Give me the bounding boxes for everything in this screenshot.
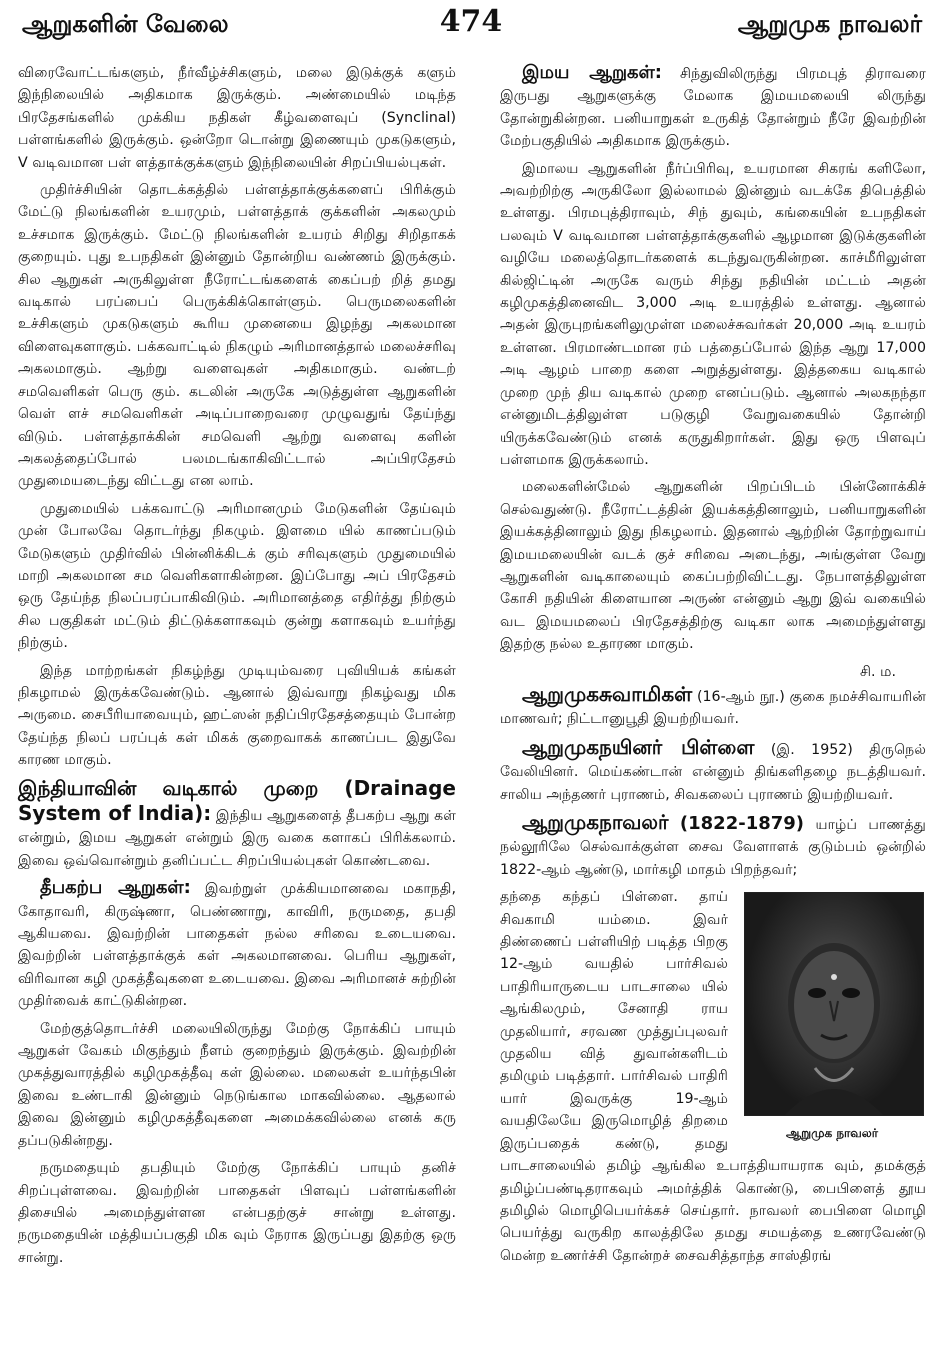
paragraph: முதுமையில் பக்கவாட்டு அரிமானமும் மேடுகளின் தேய்வும் முன் போலவே தொடர்ந்து நிகழும். இளமை யில் காணப்படும் மேடுகளும் முதிர்வில் பின்னிக்கிடக் கும் சரிவுகளும் முதுமையில் மாறி அகலமான சம வெளிகளாகின்றன. இப்போது அப் பிரதேசம் ஒரு தேய்ந்த நிலப்பரப்பாகிவிடும். அரிமானத்தை எதிர்த்து நிற்கும் சில பகுதிகள் மட்டும் திட்டுக்களாகவும் குன்று களாகவும் உயர்ந்து நிற்கும். <box>18 500 456 652</box>
subsection-heading: இமய ஆறுகள்: <box>522 62 662 83</box>
section-himalaya <box>500 62 926 153</box>
paragraph: மேற்குத்தொடர்ச்சி மலையிலிருந்து மேற்கு நோக்கிப் பாயும் ஆறுகள் வேகம் மிகுந்தும் நீளம் குறைந்தும் இருக்கும். இவற்றின் முகத்துவாரத்தில் கழிமுகத்தீவு கள் இல்லை. மலைகள் உயர்ந்தபின் இவை உண்டாகி இன்னும் நெடுங்கால மாகவில்லை. ஆதலால் இவை இன்னும் கழிமுகத்தீவுகளை அமைக்கவில்லை எனக் கரு தப்படுகின்றது. <box>18 1020 456 1149</box>
right-column <box>500 62 926 1272</box>
entry-arumuganavalar <box>500 811 926 881</box>
section-heading: இந்தியாவின் வடிகால் முறை (Drainage System of India): <box>18 775 456 825</box>
running-head-left: ஆறுகளின் வேலை <box>22 10 229 38</box>
section-peninsular <box>18 877 456 1012</box>
entry-text: (16-ஆம் நூ.) குகை நமச்சிவாயரின் மாணவர்; நிட்டானுபூதி இயற்றியவர். <box>500 688 926 728</box>
entry-dates: (1822-1879) <box>679 813 805 834</box>
subsection-heading: தீபகற்ப ஆறுகள்: <box>40 877 191 899</box>
entry-intro: யாழ்ப் பாணத்து நல்லூரிலே செல்வாக்குள்ள சைவ வேளாளக் குடும்பம் ஒன்றில் 1822-ஆம் ஆண்டு, மார்கழி மாதம் பிறந்தவர்; <box>500 817 926 878</box>
entry-arumuganayinar-pillai <box>500 736 926 806</box>
running-head-right: ஆறுமுக நாவலர் <box>737 10 922 38</box>
paragraph: முதிர்ச்சியின் தொடக்கத்தில் பள்ளத்தாக்குக்களைப் பிரிக்கும் மேட்டு நிலங்களின் உயரமும், பள்ளத்தாக் குக்களின் அகலமும் உச்சமாக இருக்கும். மேட்டு நிலங்களின் உயரம் சிறிது சிறிதாகக் குறையும். புது உபநதிகள் இன்னும் தோன்றிய வண்ணம் இருக்கும். சில ஆறுகள் அருகிலுள்ள நீரோட்டங்களைக் கைப்பற் றித் தமது வடிகால் பரப்பைப் பெருக்கிக்கொள்ளும். பெருமலைகளின் உச்சிகளும் முகடுகளும் கூரிய முனையை இழந்து அகலமான விளைவுகளாகும். பக்கவாட்டில் நிகழும் அரிமானத்தால் மலைச்சரிவு அகலமாகும். ஆற்று வளைவுகள் அதிகமாகும். வண்டற் சமவெளிகள் பெரு கும். கடலின் அருகே அடுத்துள்ள ஆறுகளின் வெள் ளச் சமவெளிகள் அடிப்பாறைவரை முழுவதுங் தேய்ந்து விடும். பள்ளத்தாக்கின் சமவெளி ஆற்று வளைவு களின் அகலத்தைப்போல் பலமடங்காகிவிட்டால் அப்பிரதேசம் முதுமையடைந்து விட்டது என லாம். <box>18 182 456 490</box>
subsection-text: சிந்துவிலிருந்து பிரமபுத் திராவரை இருபது ஆறுகளுக்கு மேலாக இமயமலையி லிருந்து தோன்றுகின்றன. பனியாறுகள் உருகித் தோன்றும் நீரே இவற்றின் மேற்பகுதியில் அதிகமாக இருக்கும். <box>500 66 926 150</box>
paragraph: மலைகளின்மேல் ஆறுகளின் பிறப்பிடம் பின்னோக்கிச் செல்வதுண்டு. நீரோட்டத்தின் இயக்கத்தினாலும், பனியாறுகளின் இயக்கத்தினாலும் இது நிகழலாம். இதனால் ஆற்றின் தோற்றுவாய் இமயமலையின் வடக் குச் சரிவை அடைந்து, அங்குள்ள வேறு ஆறுகளின் வடிகாலையும் கைப்பற்றிவிட்டது. நேபாளத்திலுள்ள கோசி நதியின் கிளையான அருண் என்னும் ஆறு இவ் வகையில் வட இமயமலைப் பிரதேசத்திற்கு வடிகா லாக அமைந்துள்ளது இதற்கு நல்ல உதாரண மாகும். <box>500 479 926 653</box>
entry-arumugaswamigal <box>500 683 926 731</box>
entry-text: (இ. 1952) திருநெல் வேலியினர். மெய்கண்டான் என்னும் திங்களிதழை நடத்தியவர். சாலிய அந்தணர் புராணம், சிவகலைப் புராணம் இயற்றியவர். <box>500 741 926 803</box>
portrait-figure <box>738 892 926 1144</box>
paragraph: தந்தை கந்தப் பிள்ளை. தாய் சிவகாமி யம்மை. இவர் திண்ணைப் பள்ளியிற் படித்த பிறகு 12-ஆம் வயதில் பார்சிவல் பாதிரியாருடைய பாடசாலை யில் ஆங்கிலமும், சேனாதி ராய முதலியார், சரவண முத்துப்புலவர் முதலிய வித் துவான்களிடம் தமிழும் படித்தார். பார்சிவல் பாதிரி யார் இவருக்கு 19-ஆம் வயதிலேயே இருமொழித் திறமை இருப்பதைக் கண்டு, தமது பாடசாலையில் தமிழ் ஆங்கில உபாத்தியாயராக வும், தமக்குத் தமிழ்ப்பண்டிதராகவும் அமர்த்திக் கொண்டு, பைபிளைத் தூய தமிழில் மொழிபெயர்க்கச் செய்தார். நாவலர் பைபிளை மொழி பெயர்த்து வருகிற காலத்திலே தமது சமயத்தை உணரவேண்டு மென்ற உணர்ச்சி தோன்றச் சைவசித்தாந்த சாஸ்திரங் <box>500 889 926 1264</box>
paragraph: இமாலய ஆறுகளின் நீர்ப்பிரிவு, உயரமான சிகரங் களிலோ, அவற்றிற்கு அருகிலோ இல்லாமல் இன்னும் வடக்கே திபெத்தில் உள்ளது. பிரமபுத்திராவும், சிந் துவும், கங்கையின் உபநதிகள் பலவும் V வடிவமான பள்ளத்தாக்குகளில் ஆழமான இடுக்குகளின் வழியே மலைத்தொடர்களைக் கடந்துவருகின்றன. காச்மீரிலுள்ள கில்ஜிட்டின் அருகே வரும் சிந்து நதியின் மட்டம் அதன் கழிமுகத்தினைவிட 3,000 அடி உயரத்தில் உள்ளது. ஆனால் அதன் இருபுறங்களிலுமுள்ள மலைச்சுவர்கள் 20,000 அடி உயரம் உள்ளன. பிரமாண்டமான ரம் பத்தைப்போல் இந்த ஆறு 17,000 அடி ஆழம் பாறை களை அறுத்துள்ளது. இத்தகைய வடிகால் முறை முந் திய வடிகால் முறை எனப்படும். ஆனால் அலகநந்தா என்னுமிடத்திலுள்ள படுகுழி வேறுவகையில் தோன்றி யிருக்கவேண்டும் எனக் கருதுகிறார்கள். இது ஒரு பிளவுப் பள்ளமாக இருக்கலாம். <box>500 160 926 468</box>
left-column <box>18 62 456 1274</box>
portrait-caption: ஆறுமுக நாவலர் <box>785 1126 879 1141</box>
portrait-illustration <box>745 893 923 1115</box>
paragraph: விரைவோட்டங்களும், நீர்வீழ்ச்சிகளும், மலை இடுக்குக் களும் இந்நிலையில் அதிகமாக இருக்கும். அண்மையில் மடிந்த பிரதேசங்களில் முக்கிய நதிகள் கீழ்வளைவுப் (Synclinal) பள்ளங்களில் இருக்கும். ஒன்றோ டொன்று இணையும் முகடுகளும், V வடிவமான பள் ளத்தாக்குக்களும் இந்நிலையின் சிறப்பியல்புகள். <box>18 65 456 171</box>
subsection-text: இவற்றுள் முக்கியமானவை மகாநதி, கோதாவரி, கிருஷ்ணா, பெண்ணாறு, காவிரி, நருமதை, தபதி ஆகியவை. இவற்றின் பாதைகள் நல்ல சரிவை உடையவை. இவற்றின் பள்ளத்தாக்குக் கள் அகலமானவை. பெரிய ஆறுகள், விரிவான கழி முகத்தீவுகளை உடையவை. இவை அரிமானச் சுற்றின் முதிர்வைக் காட்டுகின்றன. <box>18 881 457 1010</box>
entry-title: ஆறுமுகநயினர் பிள்ளை <box>522 734 755 759</box>
page-number: 474 <box>439 4 503 39</box>
author-signoff: சி. ம. <box>859 663 896 680</box>
entry-title: ஆறுமுகநாவலர் <box>522 810 669 834</box>
paragraph: இந்த மாற்றங்கள் நிகழ்ந்து முடியும்வரை புவியியக் கங்கள் நிகழாமல் இருக்கவேண்டும். ஆனால் இவ்வாறு நிகழ்வது மிக அருமை. சைபீரியாவையும், ஹட்ஸன் நதிப்பிரதேசத்தையும் போன்ற தேய்ந்த நிலப் பரப்புக் கள் மிகக் குறைவாகக் காணப்பட இதுவே காரண மாகும். <box>18 662 456 769</box>
section-text: இந்திய ஆறுகளைத் தீபகற்ப ஆறு கள் என்றும், இமய ஆறுகள் என்றும் இரு வகை களாகப் பிரிக்கலாம். இவை ஒவ்வொன்றும் தனிப்பட்ட சிறப்பியல்புகள் கொண்டவை. <box>18 808 457 869</box>
portrait-photo <box>744 892 924 1116</box>
page-header <box>0 0 942 52</box>
entry-title: ஆறுமுகசுவாமிகள் <box>522 681 693 706</box>
section-india <box>18 777 456 873</box>
paragraph: நருமதையும் தபதியும் மேற்கு நோக்கிப் பாயும் தனிச் சிறப்புள்ளவை. இவற்றின் பாதைகள் பிளவுப் பள்ளங்களின் திசையில் அமைந்துள்ளன என்பதற்குச் சான்று உள்ளது. நருமதையின் மத்தியப்பகுதி மிக வும் நேராக இருப்பது இதற்கு ஒரு சான்று. <box>18 1160 456 1266</box>
